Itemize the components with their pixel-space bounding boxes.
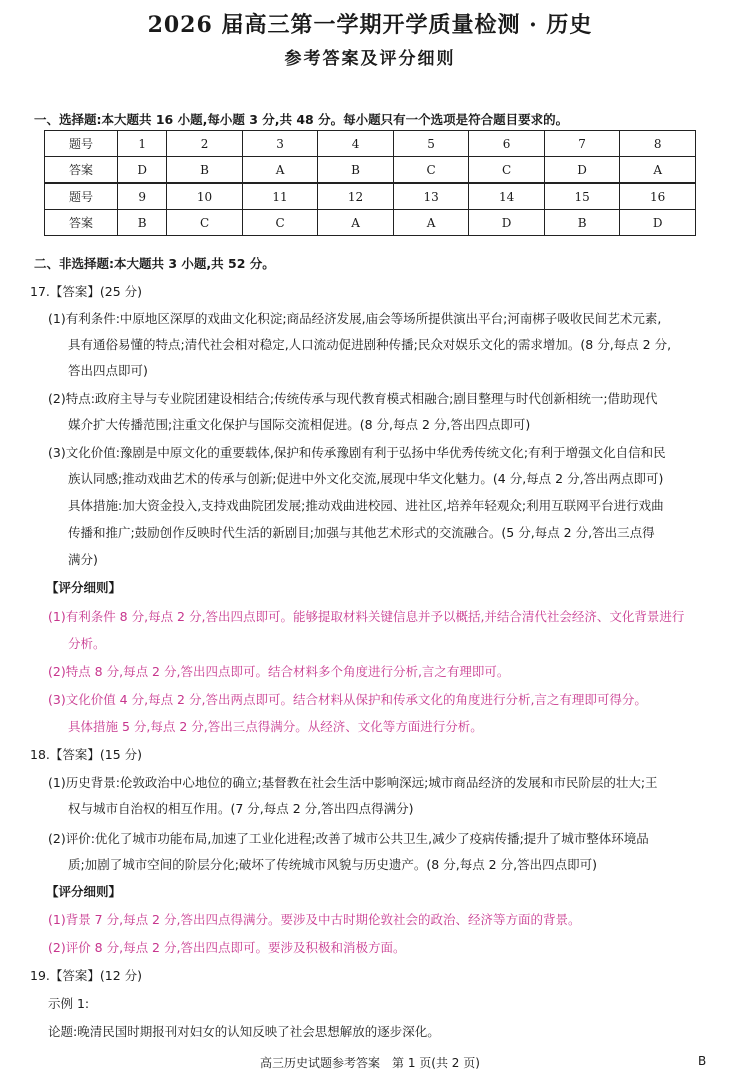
answer-line: (1)历史背景:伦敦政治中心地位的确立;基督教在社会生活中影响深远;城市商品经济的发展和市民阶层的壮大;王 [48,775,658,790]
answer-line: 质;加剧了城市空间的阶层分化;破坏了传统城市风貌与历史遗产。(8 分,每点 2 分,答出四点即可) [68,857,597,872]
answer-cell: B [318,157,394,184]
table-row [45,210,696,236]
table-row [45,131,696,157]
question-number: 9 [118,183,167,210]
answer-cell: C [469,157,545,184]
question-number: 8 [620,131,696,157]
answer-cell: D [118,157,167,184]
answer-line: 族认同感;推动戏曲艺术的传承与创新;促进中外文化交流,展现中华文化魅力。(4 分,每点 2 分,答出两点即可) [68,471,664,486]
question-number: 5 [393,131,469,157]
q18-heading: 18.【答案】(15 分) [30,747,143,762]
answer-cell: C [393,157,469,184]
rubric-line: (3)文化价值 4 分,每点 2 分,答出两点即可。结合材料从保护和传承文化的角度进行分析,言之有理即可得分。 [48,692,647,707]
answer-cell: C [167,210,243,236]
answer-line: 传播和推广;鼓励创作反映时代生活的新剧目;加强与其他艺术形式的交流融合。(5 分,每点 2 分,答出三点得 [68,525,655,540]
q19-heading: 19.【答案】(12 分) [30,968,143,983]
row-label-answer: 答案 [45,157,118,184]
q17-rubric-title: 【评分细则】 [46,580,122,595]
question-number: 2 [167,131,243,157]
question-number: 6 [469,131,545,157]
question-number: 16 [620,183,696,210]
row-label-answer: 答案 [45,210,118,236]
answer-line: 论题:晚清民国时期报刊对妇女的认知反映了社会思想解放的逐步深化。 [48,1024,440,1039]
answer-line: (2)评价:优化了城市功能布局,加速了工业化进程;改善了城市公共卫生,减少了疫病传播;提升了城市整体环境品 [48,831,649,846]
q18-rubric-title: 【评分细则】 [46,884,122,899]
answer-cell: A [318,210,394,236]
page-footer: 高三历史试题参考答案 第 1 页(共 2 页) [260,1056,480,1070]
answer-cell: A [620,157,696,184]
answer-line: (1)有利条件:中原地区深厚的戏曲文化积淀;商品经济发展,庙会等场所提供演出平台;河南梆子吸收民间艺术元素, [48,311,662,326]
question-number: 12 [318,183,394,210]
answer-line: 权与城市自治权的相互作用。(7 分,每点 2 分,答出四点得满分) [68,801,414,816]
rubric-line: (2)评价 8 分,每点 2 分,答出四点即可。要涉及积极和消极方面。 [48,940,406,955]
answer-cell: B [118,210,167,236]
section1-heading: 一、选择题:本大题共 16 小题,每小题 3 分,共 48 分。每小题只有一个选项是符合题目要求的。 [34,112,569,127]
question-number: 14 [469,183,545,210]
table-row [45,157,696,184]
question-number: 4 [318,131,394,157]
answer-line: 具有通俗易懂的特点;清代社会相对稳定,人口流动促进剧种传播;民众对娱乐文化的需求增加。(8 分,每点 2 分, [68,337,672,352]
section2-heading: 二、非选择题:本大题共 3 小题,共 52 分。 [34,256,275,271]
rubric-line: (1)背景 7 分,每点 2 分,答出四点得满分。要涉及中古时期伦敦社会的政治、经济等方面的背景。 [48,912,581,927]
answer-cell: D [544,157,620,184]
answer-cell: A [242,157,318,184]
table-row [45,183,696,210]
row-label-number: 题号 [45,183,118,210]
question-number: 3 [242,131,318,157]
row-label-number: 题号 [45,131,118,157]
rubric-line: 分析。 [68,636,106,651]
answer-line: 示例 1: [48,996,90,1011]
answer-line: (2)特点:政府主导与专业院团建设相结合;传统传承与现代教育模式相融合;剧目整理与时代创新相统一;借助现代 [48,391,658,406]
question-number: 13 [393,183,469,210]
rubric-line: (1)有利条件 8 分,每点 2 分,答出四点即可。能够提取材料关键信息并予以概括,并结合清代社会经济、文化背景进行 [48,609,685,624]
answer-line: 答出四点即可) [68,363,148,378]
question-number: 1 [118,131,167,157]
question-number: 15 [544,183,620,210]
q17-heading: 17.【答案】(25 分) [30,284,143,299]
rubric-line: (2)特点 8 分,每点 2 分,答出四点即可。结合材料多个角度进行分析,言之有理即可。 [48,664,510,679]
answer-cell: B [167,157,243,184]
answer-cell: B [544,210,620,236]
page-subtitle: 参考答案及评分细则 [284,49,456,69]
answer-line: (3)文化价值:豫剧是中原文化的重要载体,保护和传承豫剧有利于弘扬中华优秀传统文化;有利于增强文化自信和民 [48,445,666,460]
answer-cell: C [242,210,318,236]
answer-line: 满分) [68,552,98,567]
answer-cell: A [393,210,469,236]
answer-table [44,130,696,236]
page-title: 2026 届高三第一学期开学质量检测 · 历史 [147,12,593,38]
answer-line: 具体措施:加大资金投入,支持戏曲院团发展;推动戏曲进校园、进社区,培养年轻观众;利用互联网平台进行戏曲 [68,498,664,513]
question-number: 7 [544,131,620,157]
answer-cell: D [469,210,545,236]
rubric-line: 具体措施 5 分,每点 2 分,答出三点得满分。从经济、文化等方面进行分析。 [68,719,483,734]
answer-cell: D [620,210,696,236]
answer-line: 媒介扩大传播范围;注重文化保护与国际交流相促进。(8 分,每点 2 分,答出四点即可) [68,417,531,432]
question-number: 11 [242,183,318,210]
question-number: 10 [167,183,243,210]
paper-version: B [698,1054,707,1068]
